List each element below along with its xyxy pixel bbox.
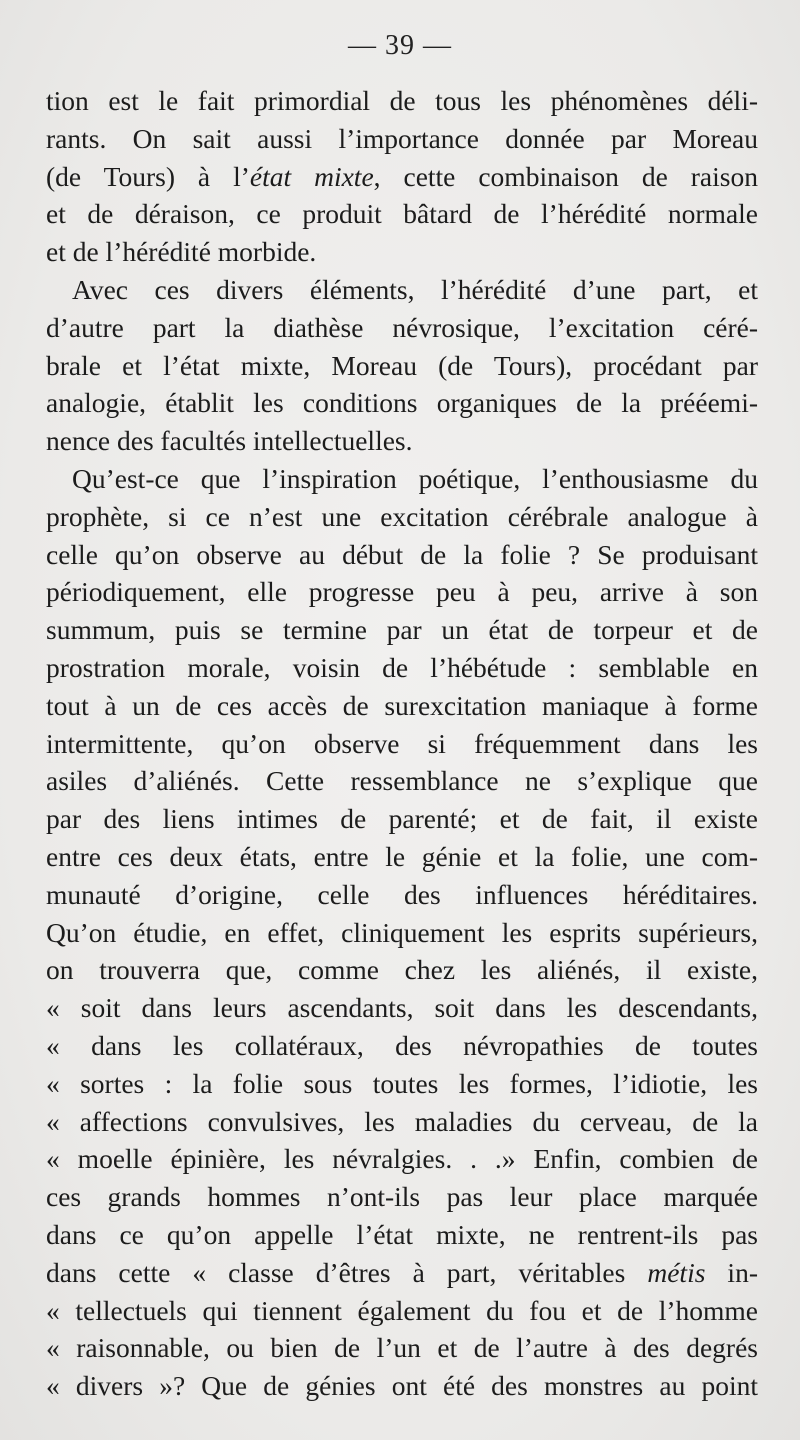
text-line: asiles d’aliénés. Cette ressemblance ne s’explique que: [46, 765, 758, 797]
text-line: on trouverra que, comme chez les aliénés, il existe,: [46, 954, 758, 986]
text-line: summum, puis se termine par un état de torpeur et de: [46, 614, 758, 646]
text-line: (de Tours) à l’état mixte, cette combinaison de raison: [46, 160, 758, 192]
text-line: tout à un de ces accès de surexcitation maniaque à forme: [46, 689, 758, 721]
quote-line: « tellectuels qui tiennent également du fou et de l’homme: [46, 1294, 758, 1326]
quote-line: « sortes : la folie sous toutes les formes, l’idiotie, les: [46, 1067, 758, 1099]
text-line: nence des facultés intellectuelles.: [46, 425, 413, 457]
text-line: périodiquement, elle progresse peu à peu, arrive à son: [46, 576, 758, 608]
text-line: entre ces deux états, entre le génie et la folie, une com-: [46, 840, 758, 872]
body-text: [46, 82, 758, 1405]
quote-line: « moelle épinière, les névralgies. . .» Enfin, combien de: [46, 1143, 758, 1175]
text-line: analogie, établit les conditions organiques de la prééemi-: [46, 387, 758, 419]
text-line: et de déraison, ce produit bâtard de l’hérédité normale: [46, 198, 758, 230]
text-line: rants. On sait aussi l’importance donnée par Moreau: [46, 122, 758, 154]
text-line: prophète, si ce n’est une excitation cérébrale analogue à: [46, 500, 758, 532]
text-line: intermittente, qu’on observe si fréquemment dans les: [46, 727, 758, 759]
quote-line: « soit dans leurs ascendants, soit dans les descendants,: [46, 992, 758, 1024]
italic-emphasis: état mixte: [249, 160, 374, 192]
paragraph-start-line: Qu’est-ce que l’inspiration poétique, l’enthousiasme du: [72, 462, 758, 494]
text-line: ces grands hommes n’ont-ils pas leur place marquée: [46, 1181, 758, 1213]
text-line: brale et l’état mixte, Moreau (de Tours), procédant par: [46, 349, 758, 381]
quote-line: « divers »? Que de génies ont été des monstres au point: [46, 1370, 758, 1402]
text-line: dans ce qu’on appelle l’état mixte, ne rentrent-ils pas: [46, 1218, 758, 1250]
text-line: et de l’hérédité morbide.: [46, 236, 317, 268]
text-line: par des liens intimes de parenté; et de fait, il existe: [46, 803, 758, 835]
quote-line: « affections convulsives, les maladies du cerveau, de la: [46, 1105, 758, 1137]
text-line: Qu’on étudie, en effet, cliniquement les esprits supérieurs,: [46, 916, 758, 948]
text-line: d’autre part la diathèse névrosique, l’excitation céré-: [46, 311, 758, 343]
text-line: tion est le fait primordial de tous les phénomènes déli-: [46, 85, 758, 116]
text-line: prostration morale, voisin de l’hébétude : semblable en: [46, 651, 758, 683]
italic-emphasis: métis: [647, 1256, 706, 1288]
quote-line: « raisonnable, ou bien de l’un et de l’autre à des degrés: [46, 1332, 758, 1364]
page-number: — 39 —: [348, 30, 452, 61]
text-line: celle qu’on observe au début de la folie ? Se produisant: [46, 538, 758, 570]
paragraph-start-line: Avec ces divers éléments, l’hérédité d’une part, et: [72, 273, 758, 305]
quote-line: « dans les collatéraux, des névropathies de toutes: [46, 1029, 758, 1061]
text-line: munauté d’origine, celle des influences héréditaires.: [46, 878, 758, 910]
text-line: dans cette « classe d’êtres à part, véritables métis in-: [46, 1256, 758, 1288]
